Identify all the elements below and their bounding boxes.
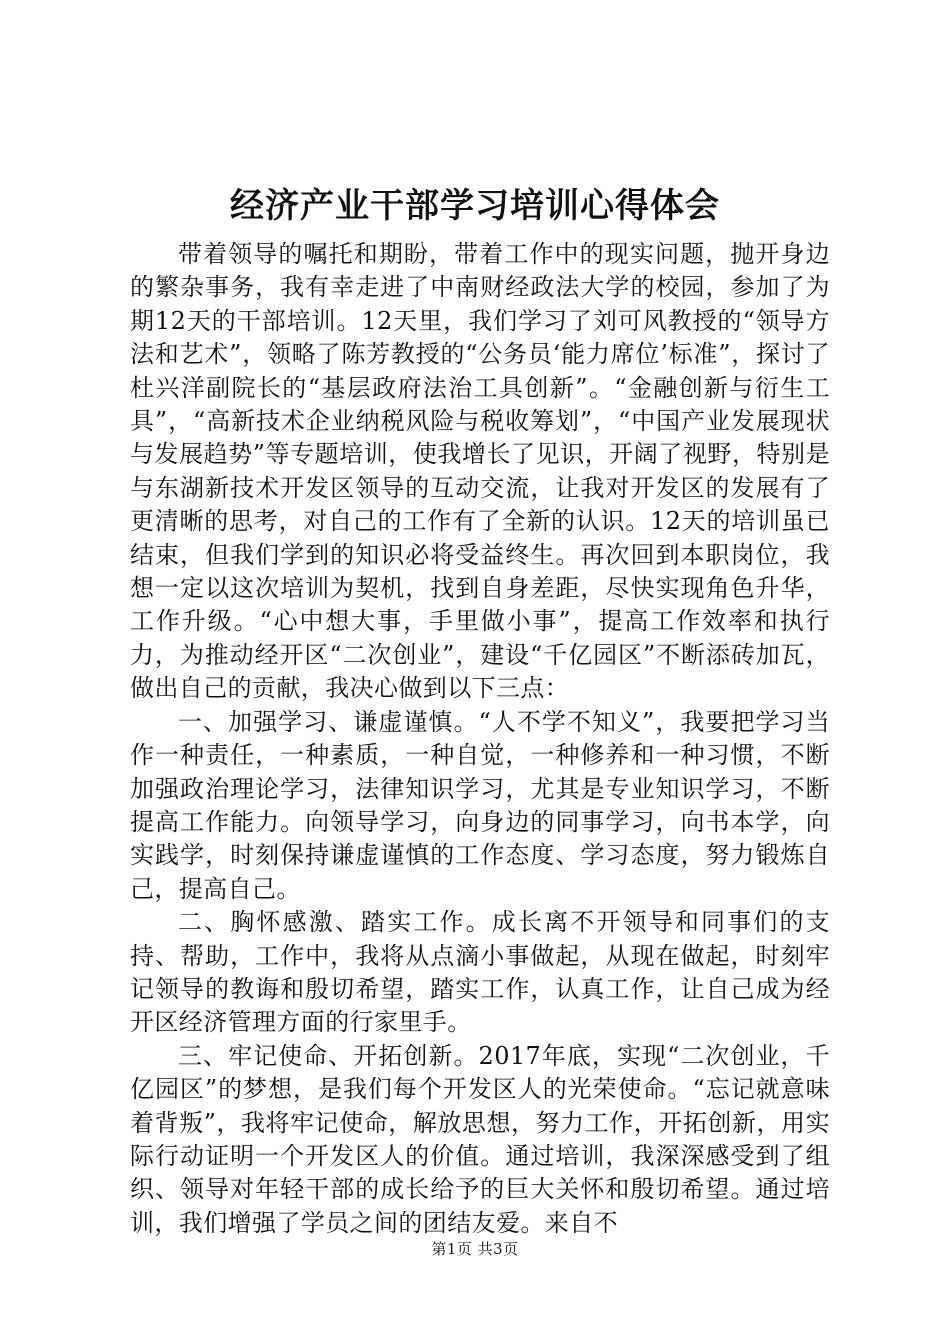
page-footer: 第1页 共3页 xyxy=(431,1240,519,1258)
document-body xyxy=(130,238,830,1240)
paragraph-point-one: 一、加强学习、谦虚谨慎。“人不学不知义”，我要把学习当作一种责任，一种素质，一种自觉，一种修养和一种习惯，不断加强政治理论学习，法律知识学习，尤其是专业知识学习，不断提高工作能力。向领导学习，向身边的同事学习，向书本学，向实践学，时刻保持谦虚谨慎的工作态度、学习态度，努力锻炼自己，提高自己。 xyxy=(130,707,830,903)
paragraph-point-two: 二、胸怀感激、踏实工作。成长离不开领导和同事们的支持、帮助，工作中，我将从点滴小事做起，从现在做起，时刻牢记领导的教诲和殷切希望，踏实工作，认真工作，让自己成为经开区经济管理方面的行家里手。 xyxy=(130,908,830,1037)
document-title: 经济产业干部学习培训心得体会 xyxy=(230,186,720,226)
paragraph-point-three: 三、牢记使命、开拓创新。2017年底，实现“二次创业，千亿园区”的梦想，是我们每个开发区人的光荣使命。“忘记就意味着背叛”，我将牢记使命，解放思想，努力工作，开拓创新，用实际行动证明一个开发区人的价值。通过培训，我深深感受到了组织、领导对年轻干部的成长给予的巨大关怀和殷切希望。通过培训，我们增强了学员之间的团结友爱。来自不 xyxy=(130,1041,830,1237)
paragraph-intro: 带着领导的嘱托和期盼，带着工作中的现实问题，抛开身边的繁杂事务，我有幸走进了中南财经政法大学的校园，参加了为期12天的干部培训。12天里，我们学习了刘可风教授的“领导方法和艺术”，领略了陈芳教授的“公务员‘能力席位’标准”，探讨了杜兴洋副院长的“基层政府法治工具创新”。“金融创新与衍生工具”，“高新技术企业纳税风险与税收筹划”，“中国产业发展现状与发展趋势”等专题培训，使我增长了见识，开阔了视野，特别是与东湖新技术开发区领导的互动交流，让我对开发区的发展有了更清晰的思考，对自己的工作有了全新的认识。12天的培训虽已结束，但我们学到的知识必将受益终生。再次回到本职岗位，我想一定以这次培训为契机，找到自身差距，尽快实现角色升华，工作升级。“心中想大事，手里做小事”，提高工作效率和执行力，为推动经开区“二次创业”，建设“千亿园区”不断添砖加瓦，做出自己的贡献，我决心做到以下三点： xyxy=(130,240,830,703)
